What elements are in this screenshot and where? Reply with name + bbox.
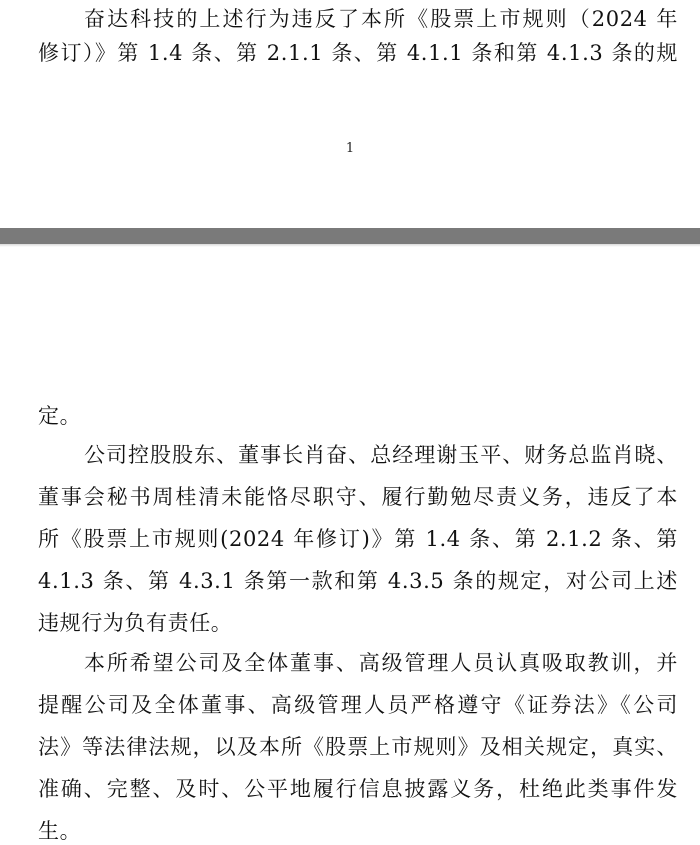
page-2-text-line-7: 本所希望公司及全体董事、高级管理人员认真吸取教训，并 <box>84 651 678 675</box>
page-number: 1 <box>345 141 355 156</box>
page-2-text-line-8: 提醒公司及全体董事、高级管理人员严格遵守《证券法》《公司 <box>38 693 678 717</box>
page-2-text-line-6: 违规行为负有责任。 <box>38 611 233 635</box>
page-2-text-line-4: 所《股票上市规则(2024 年修订)》第 1.4 条、第 2.1.2 条、第 <box>38 527 678 551</box>
page-2-text-line-1: 定。 <box>38 404 82 428</box>
document-page-2 <box>0 247 700 845</box>
page-2-text-line-10: 准确、完整、及时、公平地履行信息披露义务，杜绝此类事件发 <box>38 777 678 801</box>
page-2-text-line-11: 生。 <box>38 819 82 843</box>
page-1-text-line-2: 修订）》第 1.4 条、第 2.1.1 条、第 4.1.1 条和第 4.1.3 条的规 <box>38 41 678 65</box>
page-2-text-line-2: 公司控股股东、董事长肖奋、总经理谢玉平、财务总监肖晓、 <box>84 443 678 467</box>
page-1-text-line-1: 奋达科技的上述行为违反了本所《股票上市规则（2024 年 <box>84 7 678 31</box>
page-2-text-line-3: 董事会秘书周桂清未能恪尽职守、履行勤勉尽责义务，违反了本 <box>38 485 678 509</box>
page-2-text-line-5: 4.1.3 条、第 4.3.1 条第一款和第 4.3.5 条的规定，对公司上述 <box>38 569 678 593</box>
page-separator <box>0 228 700 244</box>
page-2-text-line-9: 法》等法律法规，以及本所《股票上市规则》及相关规定，真实、 <box>38 735 678 759</box>
document-page-1 <box>0 0 700 228</box>
